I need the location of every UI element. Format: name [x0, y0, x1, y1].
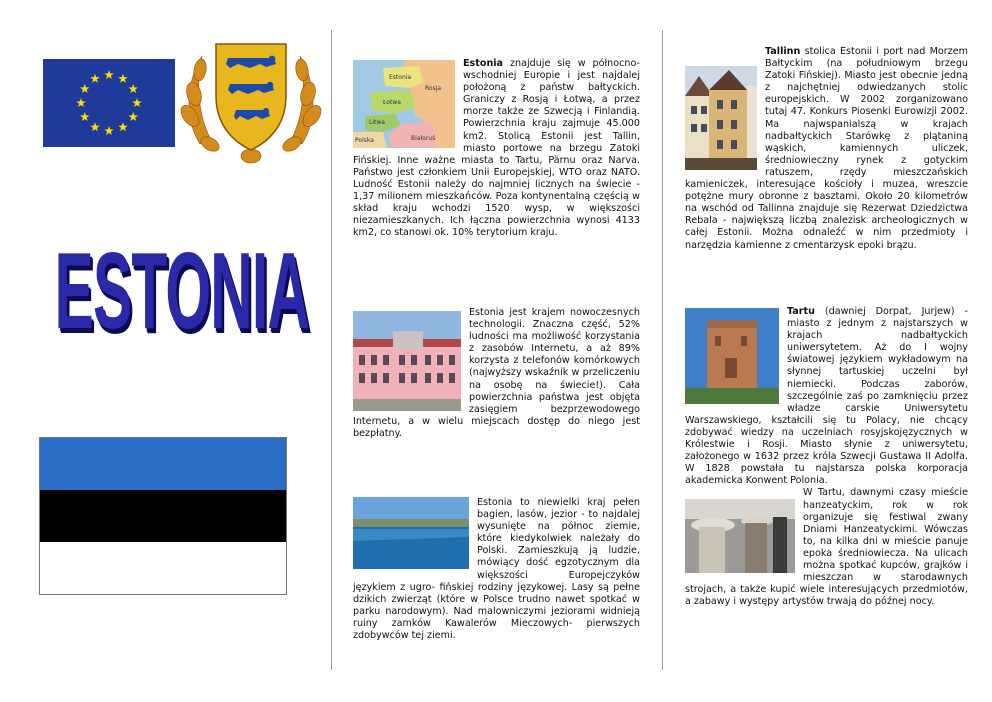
technology-article	[353, 307, 640, 440]
column-divider-right	[662, 30, 663, 670]
tartu-festival-text: W Tartu, dawnymi czasy mieście hanzeatyckim, rok w rok organizuje się festiwal zwany Dniami Hanzeatyckimi. Wówczas to, na kilka dni w mieście panuje epoka średniowiecza. Na ulicach można spotkać kupców, grajków i mieszczan w starodawnych strojach, a także kupić wiele interesujących przedmiotów, a zabawy i występy artystów trwają do późnej nocy.	[685, 487, 968, 608]
tallinn-old-town-image	[685, 66, 757, 170]
seaside-image	[353, 497, 469, 569]
tartu-tower-image	[685, 308, 779, 404]
intro-lead-word: Estonia	[463, 58, 504, 69]
tartu-festival-paragraph	[685, 487, 968, 608]
tartu-lead-word: Tartu	[787, 306, 815, 317]
nature-text: Estonia to niewielki kraj pełen bagien, lasów, jezior - to najdalej wysunięte na północ ziemie, które kiedykolwiek należały do Polski. Zamieszkują ją ludzie, mówiący dość egzotycznym dla większości Europejczyków językiem z ugro- fińskiej rodziny językowej. Lasy są pełne dzikich zwierząt (które w Polsce trudno nawet spotkać w parku narodowym). Nad malowniczymi jeziorami widnieją ruiny zamków Kawalerów Mieczowych- pierwszych zdobywców tej ziemi.	[353, 497, 640, 642]
estonia-flag-image	[39, 437, 287, 595]
estonia-coat-of-arms-image	[180, 34, 322, 166]
hanseatic-days-image	[685, 499, 795, 573]
technology-text: Estonia jest krajem nowoczesnych technologii. Znaczna część, 52% ludności ma możliwość korzystania z zasobów Internetu, a aż 89% korzysta z telefonów komórkowych (najwyższy wskaźnik w przeliczeniu na osobę na świecie!). Cała powierzchnia państwa jest objęta zasięgiem bezprzewodowego Internetu, a w wielu miejscach dostęp do niego jest bezpłatny.	[353, 307, 640, 439]
map-label-lithuania: Litwa	[369, 119, 385, 126]
page-title: ESTONIA	[54, 230, 309, 352]
intro-text: znajduje się w północno-wschodniej Europie i jest najdalej położoną z państw bałtyckich. Graniczy z Rosją i Łotwą, a przez morze także ze Szwecją i Finlandią. Powierzchnia kraju zajmuje 45.000 km2. Stolicą Estonii jest Tallin, miasto portowe na brzegu Zatoki Fińskiej. Inne ważne miasta to Tartu, Pärnu oraz Narva. Państwo jest członkiem Unii Europejskiej, WTO oraz NATO. Ludność Estonii należy do najmniej licznych na świecie - 1,37 milionem mieszkańców. Poza kontynentalną częścią w skład kraju wchodzi 1520 wysp, w większości niezamieszkanych. Ich łączna powierzchnia wynosi 4133 km2, co stanowi ok. 10% terytorium kraju.	[353, 58, 640, 239]
eu-flag-image	[43, 59, 175, 147]
tartu-text: (dawniej Dorpat, Jurjew) - miasto z jednym z najstarszych w krajach nadbałtyckich uniwersytetem. Aż do I wojny światowej językiem wykładowym na słynnej tartuskiej uczelni był niemiecki. Podczas zaborów, szczególnie zaś po zamknięciu przez władze carskie Uniwersytetu Warszawskiego, kształcili się tu Polacy, nie chcący zdobywać wiedzy na uczelniach rosyjskojęzycznych w Królestwie i Rosji. Miasto słynie z uniwersytetu, założonego w 1632 przez króla Szwecji Gustawa II Adolfa. W 1828 powstała tu najstarsza polska korporacja akademicka Konwent Polonia.	[685, 306, 968, 487]
column-divider-left	[331, 30, 332, 670]
tartu-article	[685, 306, 968, 608]
map-label-poland: Polska	[355, 137, 374, 144]
map-label-russia: Rosja	[425, 85, 442, 92]
estonia-map-image	[353, 60, 455, 148]
map-label-latvia: Łotwa	[383, 99, 401, 106]
tallinn-lead-word: Tallinn	[765, 46, 801, 57]
flag-stripe-black	[40, 490, 286, 542]
tallinn-text: stolica Estonii i port nad Morzem Bałtyckim (na południowym brzegu Zatoki Fińskiej). Miasto jest obecnie jedną z najchętniej odwiedzanych stolic europejskich. W 2002 zorganizowano tutaj 47. Konkurs Piosenki Eurowizji 2002. Ma najwspanialszą w krajach nadbałtyckich Starówkę z plątaniną wąskich, kamiennych uliczek, średniowieczny rynek z gotyckim ratuszem, rzędy mieszczańskich kamieniczek, interesujące kościoły i muzea, wreszcie potężne mury obronne z basztami. Około 20 kilometrów na wschód od Tallinna znajduje się Rezerwat Dziedzictwa Rebala - największą liczbą znalezisk archeologicznych w całej Estonii. Można odnaleźć w nim przedmioty i narzędzia kamienne z cmentarzysk epoki brązu.	[685, 46, 968, 251]
tallinn-article	[685, 46, 968, 252]
map-label-belarus: Białoruś	[411, 135, 436, 142]
flag-stripe-white	[40, 542, 286, 594]
map-label-estonia: Estonia	[389, 74, 412, 81]
eu-flag-graphic	[43, 59, 175, 147]
flag-stripe-blue	[40, 438, 286, 490]
intro-article	[353, 58, 640, 239]
parliament-building-image	[353, 311, 461, 411]
nature-article	[353, 497, 640, 642]
